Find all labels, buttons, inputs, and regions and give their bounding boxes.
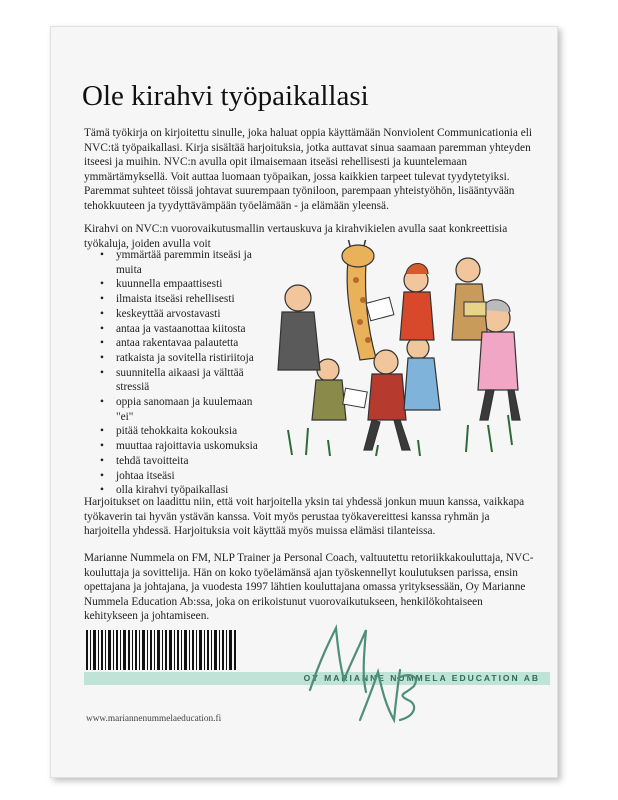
mne-logo (300, 620, 430, 732)
exercises-paragraph: Harjoitukset on laadittu niin, että voit harjoitella yksin tai yhdessä jonkun muun kanssa, vaikkapa työkaverin tai hyvän ystävän kanssa. Voit myös perustaa työkavereittesi kanssa ryhmän ja harjoitella yhdessä. Harjoituksia voit käyttää myös muissa elämäsi tilanteissa. (84, 496, 525, 538)
book-title: Ole kirahvi työpaikallasi (82, 80, 369, 112)
list-item: • suunnitella aikaasi ja välttää stressiä (100, 366, 270, 395)
website-url[interactable]: www.mariannenummelaeducation.fi (86, 714, 222, 724)
list-item: • ymmärtää paremmin itseäsi ja muita (100, 248, 270, 277)
author-bio: Marianne Nummela on FM, NLP Trainer ja Personal Coach, valtuutettu retoriikkakouluttaja, NVC-kouluttaja ja sovittelija. Hän on koko työelämänsä ajan työskennellyt koulutuksen parissa, ensin opettajana ja johtajana, ja vuodesta 1997 lähtien kouluttajana omassa yrityksessään, Oy Marianne Nummela Education Ab:ssa, joka on erikoistunut vuorovaikutukseen, henkilökohtaiseen kehitykseen ja johtamiseen. (84, 552, 534, 623)
intro-paragraph: Tämä työkirja on kirjoitettu sinulle, joka haluat oppia käyttämään Nonviolent Communicationia eli NVC:tä työpaikallasi. Kirja sisältää harjoituksia, jotka auttavat sinua saamaan paremman yhteyden itseesi ja muihin. NVC:n avulla opit ilmaisemaan itseäsi rehellisesti ja kuuntelemaan ymmärtämyksellä. Voit auttaa luomaan työpaikan, jossa kaikkien tarpeet tulevat tyydytetyiksi. Paremmat suhteet töissä johtavat suurempaan työniloon, parempaan yhteistyöhön, lisääntyvään tehokkuuteen ja tyydyttävämpään työelämään - ja elämään yleensä. (84, 127, 533, 212)
list-item: • oppia sanomaan ja kuulemaan "ei" (100, 395, 270, 424)
list-item: • muuttaa rajoittavia uskomuksia (100, 439, 270, 454)
list-item: • ratkaista ja sovitella ristiriitoja (100, 351, 270, 366)
list-item: • keskeyttää arvostavasti (100, 307, 270, 322)
list-item: • antaa rakentavaa palautetta (100, 336, 270, 351)
barcode (86, 630, 236, 670)
giraffe-meeting-illustration (268, 240, 530, 458)
list-item: • olla kirahvi työpaikallasi (100, 483, 270, 498)
list-item: • kuunnella empaattisesti (100, 277, 270, 292)
list-item: • antaa ja vastaanottaa kiitosta (100, 322, 270, 337)
list-item: • tehdä tavoitteita (100, 454, 270, 469)
list-item: • pitää tehokkaita kokouksia (100, 424, 270, 439)
publisher-name: OY MARIANNE NUMMELA EDUCATION AB (303, 673, 540, 683)
list-item: • ilmaista itseäsi rehellisesti (100, 292, 270, 307)
skills-list (100, 248, 270, 498)
lead-paragraph: Kirahvi on NVC:n vuorovaikutusmallin vertauskuva ja kirahvikielen avulla saat konkreettisia työkaluja, joiden avulla voit (84, 223, 508, 250)
list-item: • johtaa itseäsi (100, 469, 270, 484)
